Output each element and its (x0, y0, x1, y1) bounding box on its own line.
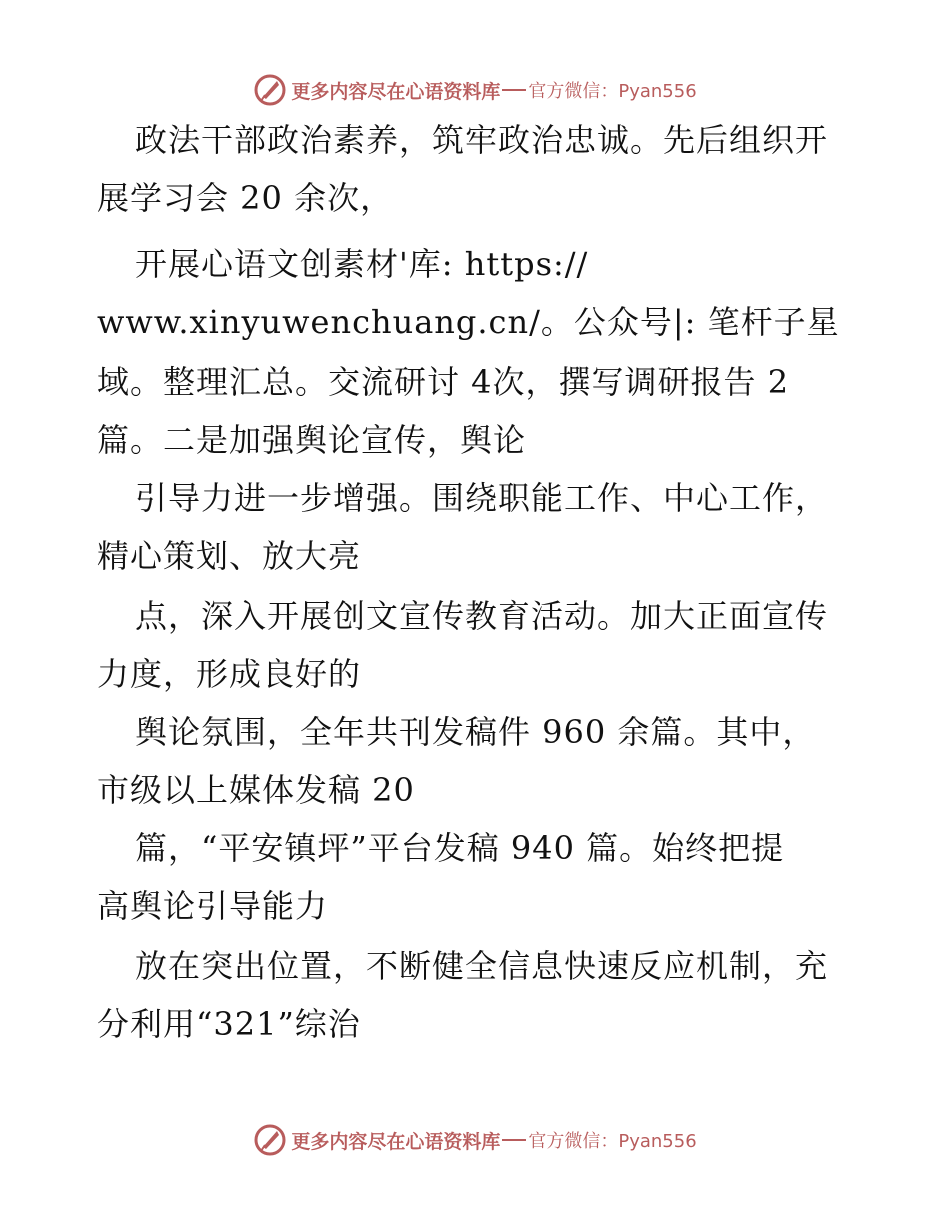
banner-slogan: 更多内容尽在心语资料库 (291, 80, 501, 103)
feather-pen-logo-icon (253, 1123, 287, 1157)
paragraph-line: 市级以上媒体发稿 20 (97, 771, 415, 809)
banner-divider (502, 89, 526, 91)
header-watermark-banner (0, 70, 950, 110)
paragraph-line: 篇。二是加强舆论宣传，舆论 (97, 421, 527, 459)
paragraph-line: 展学习会 20 余次， (97, 179, 394, 217)
banner-wechat: 官方微信：Pyan556 (528, 81, 697, 102)
banner-divider (502, 1139, 526, 1141)
paragraph-line: 力度，形成良好的 (97, 655, 362, 693)
paragraph-line: www.xinyuwenchuang.cn/。公众号|: 笔杆子星 (97, 303, 840, 341)
feather-pen-logo-icon (253, 73, 287, 107)
paragraph-line: 开展心语文创素材'库: https:// (135, 245, 589, 283)
paragraph-line: 精心策划、放大亮 (97, 537, 362, 575)
paragraph-line: 分利用“321”综治 (97, 1005, 361, 1043)
paragraph-line: 引导力进一步增强。围绕职能工作、中心工作， (135, 479, 829, 517)
banner-slogan: 更多内容尽在心语资料库 (291, 1130, 501, 1153)
paragraph-line: 放在突出位置，不断健全信息快速反应机制，充 (135, 947, 829, 985)
banner-wechat: 官方微信：Pyan556 (528, 1131, 697, 1152)
paragraph-line: 篇，“平安镇坪”平台发稿 940 篇。始终把提 (135, 829, 785, 867)
paragraph-line: 域。整理汇总。交流研讨 4次，撰写调研报告 2 (97, 363, 790, 401)
paragraph-line: 政法干部政治素养，筑牢政治忠诚。先后组织开 (135, 121, 829, 159)
paragraph-line: 点，深入开展创文宣传教育活动。加大正面宣传 (135, 597, 829, 635)
footer-watermark-banner (0, 1120, 950, 1160)
paragraph-line: 高舆论引导能力 (97, 887, 329, 925)
paragraph-line: 舆论氛围，全年共刊发稿件 960 余篇。其中， (135, 713, 816, 751)
